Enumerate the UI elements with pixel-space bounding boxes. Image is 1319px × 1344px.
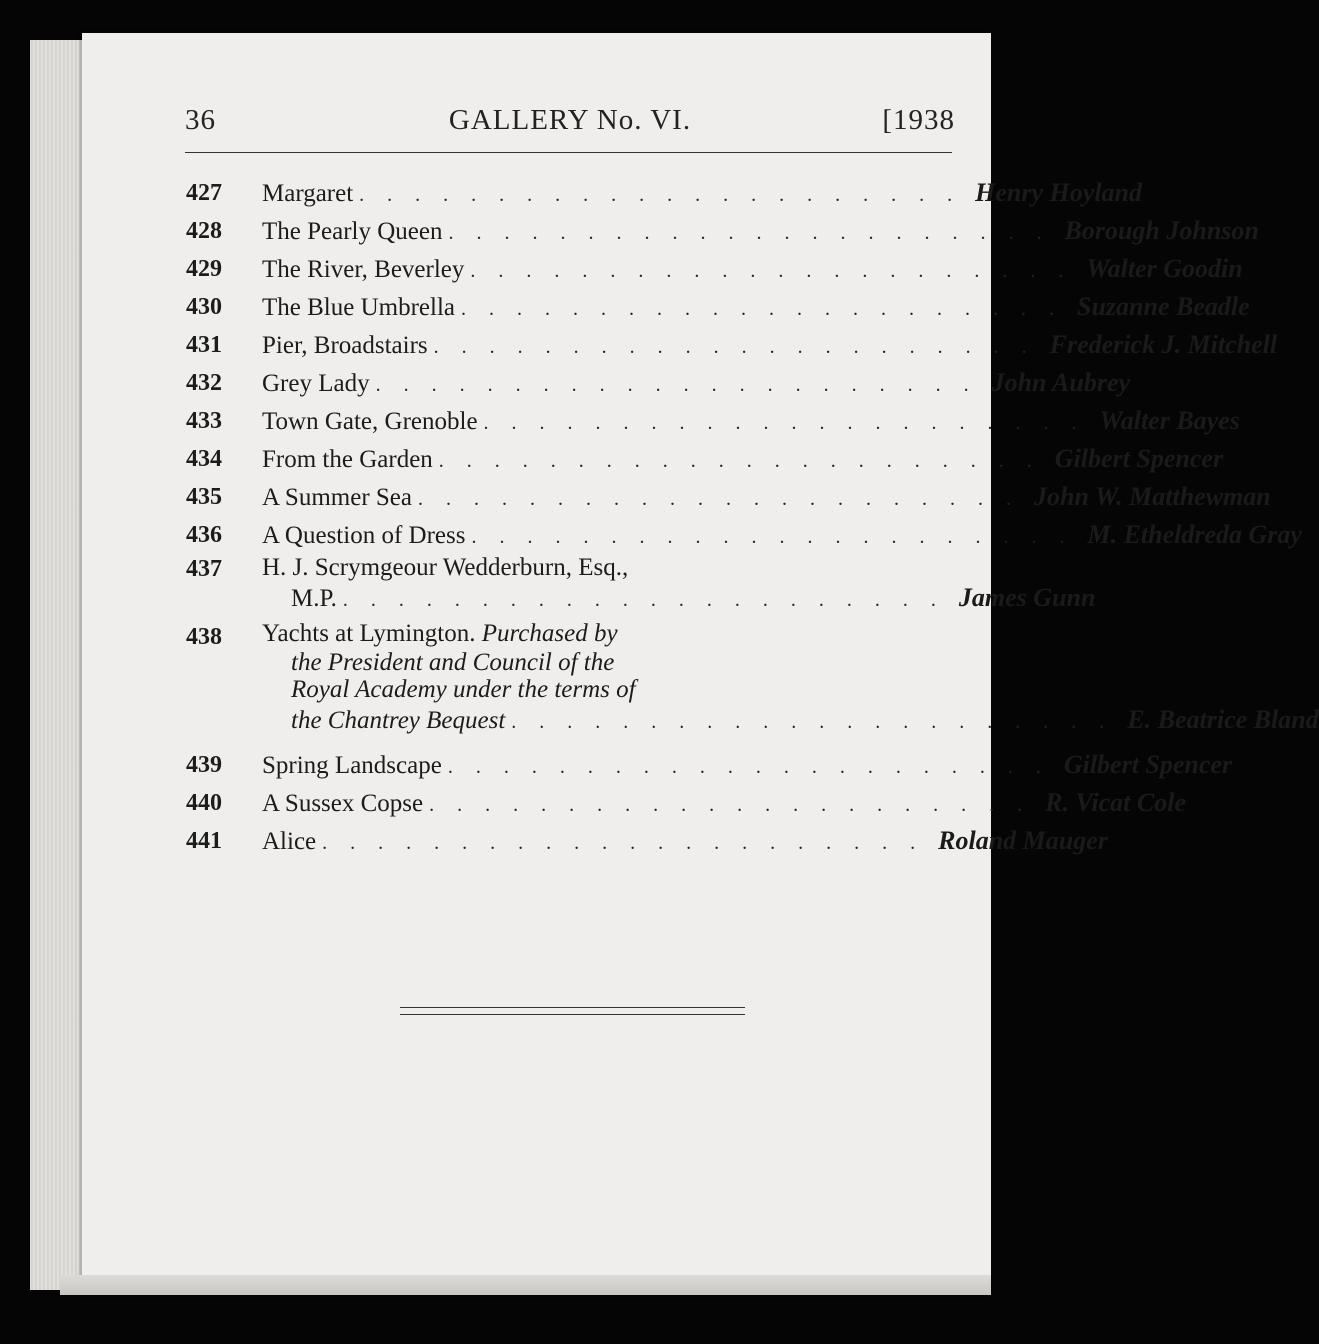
header-rule — [185, 152, 952, 153]
catalogue-entry — [186, 248, 1243, 286]
leader-dots: . . . . . . . . . . . . . . . . . . . . . . — [471, 526, 1074, 548]
entry-title: Margaret — [262, 180, 354, 207]
entry-title-continuation: M.P. — [291, 585, 337, 612]
entry-number: 434 — [186, 446, 222, 472]
entry-artist: Suzanne Beadle — [1077, 292, 1250, 321]
entry-number: 429 — [186, 256, 222, 282]
leader-dots: . . . . . . . . . . . . . . . . . . . . . . — [359, 184, 962, 206]
catalogue-entry — [186, 172, 1143, 210]
leader-dots: . . . . . . . . . . . . . . . . . . . . . . — [438, 450, 1041, 472]
entry-note: the President and Council of the — [291, 649, 615, 676]
entry-title: The River, Beverley — [262, 256, 465, 283]
leader-dots: . . . . . . . . . . . . . . . . . . . . . . — [418, 488, 1020, 510]
entry-title: Yachts at Lymington. — [262, 620, 476, 647]
page-edges — [30, 40, 90, 1290]
entry-artist: Gilbert Spencer — [1054, 444, 1224, 473]
catalogue-entry — [186, 400, 1240, 438]
leader-dots: . . . . . . . . . . . . . . . . . . . . . . — [433, 336, 1036, 358]
entry-number: 427 — [186, 180, 222, 206]
leader-dots: . . . . . . . . . . . . . . . . . . . . . . — [375, 374, 978, 396]
leader-dots: . . . . . . . . . . . . . . . . . . . . . . — [470, 260, 1073, 282]
entry-artist: E. Beatrice Bland — [1127, 705, 1319, 734]
entry-artist: James Gunn — [958, 583, 1096, 612]
entry-title: The Blue Umbrella — [262, 294, 455, 321]
leader-dots: . . . . . . . . . . . . . . . . . . . . . . — [447, 756, 1050, 778]
page-bottom-edge — [60, 1275, 991, 1295]
catalogue-entry — [186, 744, 1233, 782]
entry-title: A Sussex Copse — [262, 790, 424, 817]
page-number: 36 — [185, 104, 216, 136]
entry-number: 433 — [186, 408, 222, 434]
leader-dots: . . . . . . . . . . . . . . . . . . . . . . — [461, 298, 1063, 320]
catalogue-entry — [186, 476, 1271, 514]
entry-title: A Summer Sea — [262, 484, 412, 511]
entry-note: Purchased by — [481, 620, 618, 647]
entry-number: 428 — [186, 218, 222, 244]
leader-dots: . . . . . . . . . . . . . . . . . . . . . . — [429, 794, 1032, 816]
catalogue-entry — [186, 782, 1186, 820]
entry-title: Pier, Broadstairs — [262, 332, 428, 359]
entry-number: 441 — [186, 828, 222, 854]
entry-number: 439 — [186, 752, 222, 778]
catalogue-entry — [186, 514, 1302, 552]
entry-artist: R. Vicat Cole — [1045, 788, 1186, 817]
entry-number: 432 — [186, 370, 222, 396]
leader-dots: . . . . . . . . . . . . . . . . . . . . . . — [511, 711, 1114, 733]
entry-artist: John W. Matthewman — [1034, 482, 1271, 511]
entry-artist: Walter Goodin — [1086, 254, 1243, 283]
page-title: GALLERY No. VI. — [448, 104, 692, 136]
catalogue-entry — [186, 324, 1278, 362]
entry-artist: M. Etheldreda Gray — [1087, 520, 1302, 549]
leader-dots: . . . . . . . . . . . . . . . . . . . . . . — [342, 589, 945, 611]
entry-artist: Frederick J. Mitchell — [1049, 330, 1278, 359]
entry-artist: John Aubrey — [991, 368, 1131, 397]
end-rule — [400, 1007, 745, 1008]
entry-artist: Borough Johnson — [1064, 216, 1259, 245]
entry-note: Royal Academy under the terms of — [291, 676, 636, 703]
entry-title: H. J. Scrymgeour Wedderburn, Esq., — [262, 554, 629, 581]
entry-title: The Pearly Queen — [262, 218, 443, 245]
entry-note: the Chantrey Bequest — [291, 707, 506, 734]
entry-artist: Gilbert Spencer — [1063, 750, 1233, 779]
entry-title: Spring Landscape — [262, 752, 442, 779]
leader-dots: . . . . . . . . . . . . . . . . . . . . . . — [483, 412, 1086, 434]
catalogue-entry — [186, 616, 1319, 744]
catalogue-entry — [186, 210, 1259, 248]
entry-title: Town Gate, Grenoble — [262, 408, 478, 435]
catalogue-entries — [186, 172, 1319, 858]
catalogue-entry — [186, 552, 1096, 616]
entry-number: 431 — [186, 332, 222, 358]
entry-artist: Roland Mauger — [938, 826, 1108, 855]
leader-dots: . . . . . . . . . . . . . . . . . . . . . . — [322, 832, 925, 854]
entry-title: From the Garden — [262, 446, 433, 473]
entry-title: Grey Lady — [262, 370, 370, 397]
running-header — [185, 104, 955, 144]
leader-dots: . . . . . . . . . . . . . . . . . . . . . . — [448, 222, 1051, 244]
entry-number: 438 — [186, 624, 222, 650]
entry-title: A Question of Dress — [262, 522, 466, 549]
entry-number: 436 — [186, 522, 222, 548]
entry-number: 435 — [186, 484, 222, 510]
year-label: [1938 — [882, 104, 955, 136]
catalogue-entry — [186, 438, 1224, 476]
entry-number: 437 — [186, 556, 222, 582]
catalogue-entry — [186, 362, 1131, 400]
catalogue-entry — [186, 820, 1108, 858]
entry-artist: Henry Hoyland — [975, 178, 1143, 207]
end-rule — [400, 1014, 745, 1015]
catalogue-entry — [186, 286, 1250, 324]
entry-number: 440 — [186, 790, 222, 816]
entry-title: Alice — [262, 828, 317, 855]
entry-artist: Walter Bayes — [1099, 406, 1240, 435]
entry-number: 430 — [186, 294, 222, 320]
